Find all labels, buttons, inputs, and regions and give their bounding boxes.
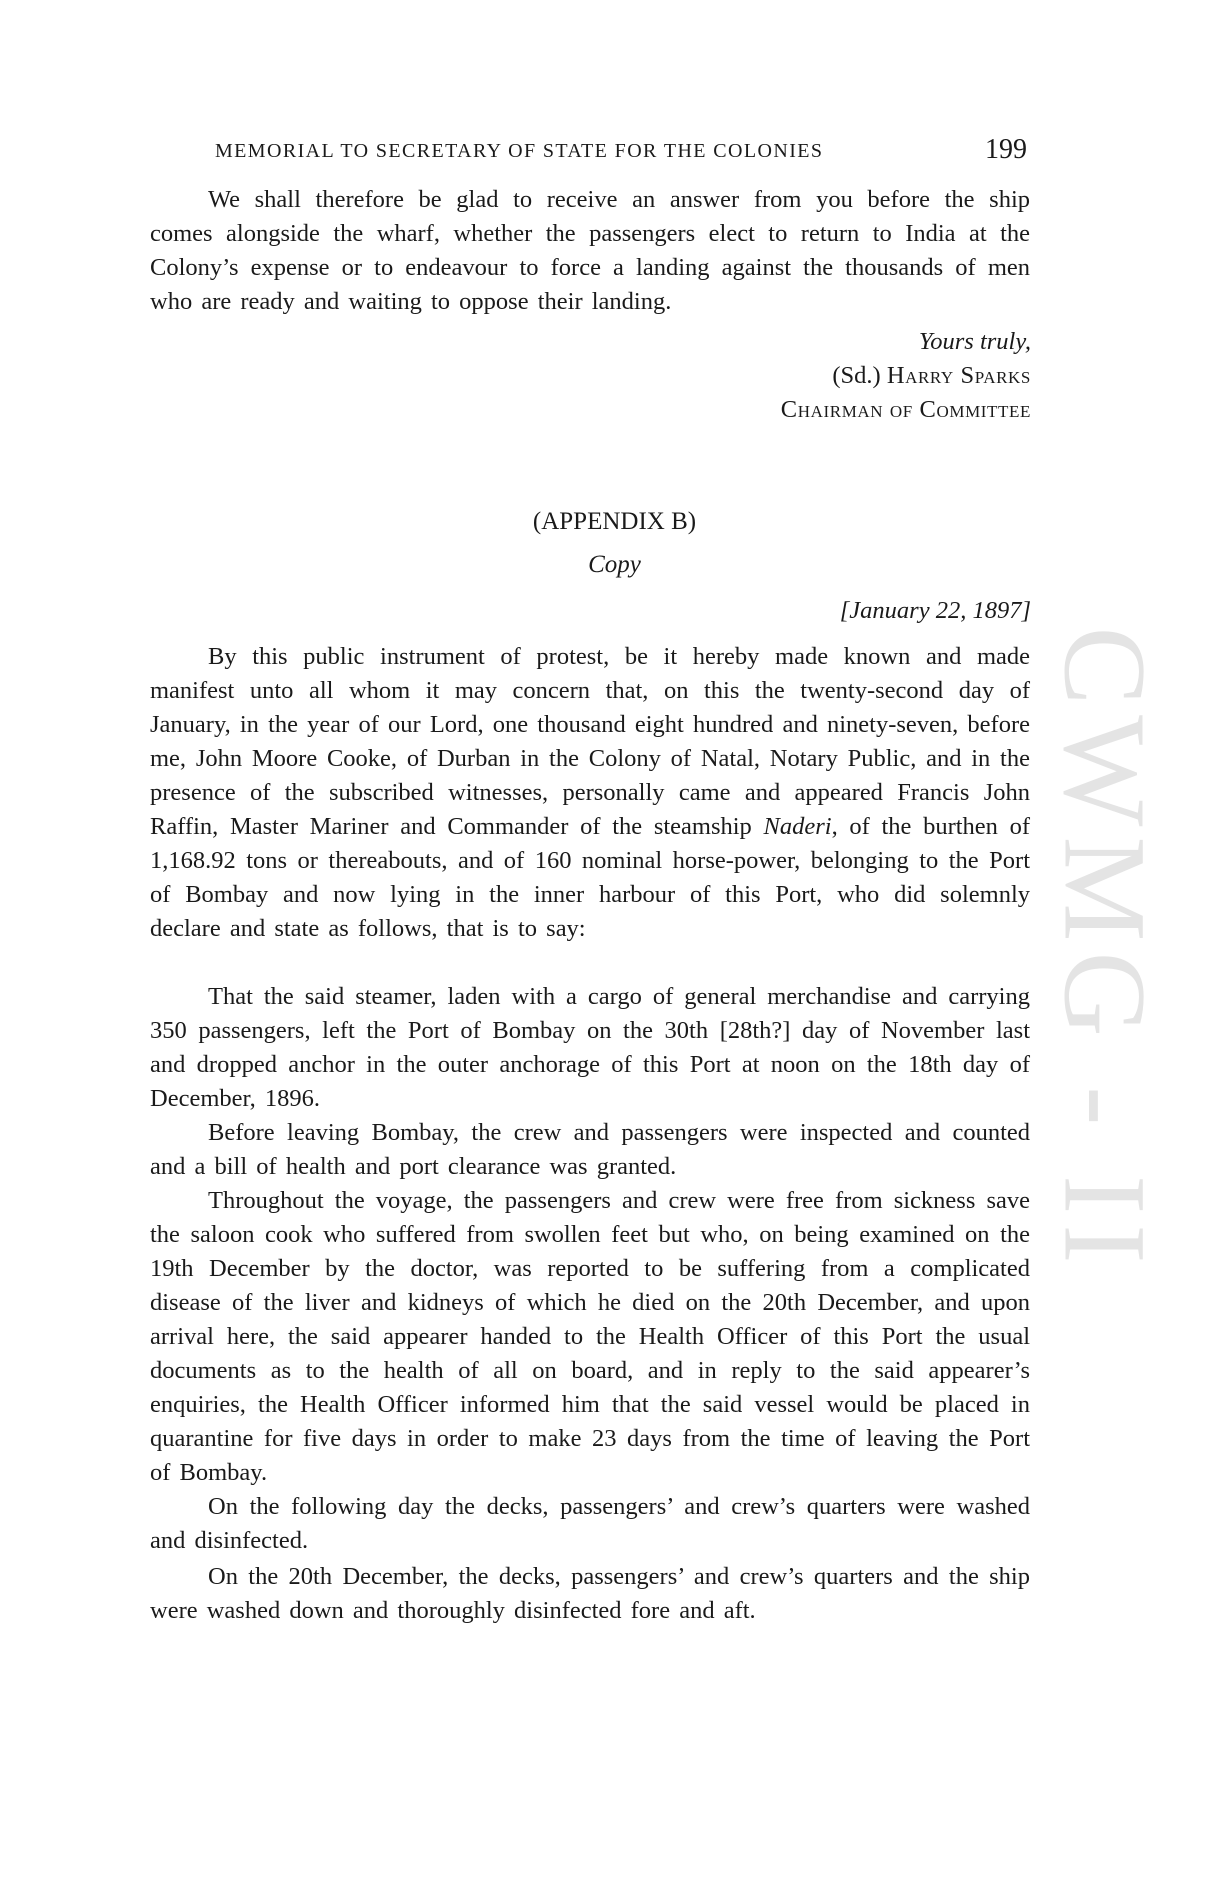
document-date: [January 22, 1897] (839, 597, 1031, 624)
running-title: MEMORIAL TO SECRETARY OF STATE FOR THE COLONIES (215, 140, 824, 162)
copy-label: Copy (588, 551, 641, 578)
body-paragraph-text: By this public instrument of protest, be it hereby made known and made manifest unto all whom it may concern that, on this the twenty-second day of January, in the year of our Lord, one thousand eight hundred and ninety-seven, before me, John Moore Cooke, of Durban in the Colony of Natal, Notary Public, and in the presence of the subscribed witnesses, personally came and appeared Francis John Raffin, Master Mariner and Commander of the steamship Naderi, of the burthen of 1,168.92 tons or thereabouts, and of 160 nominal horse-power, belonging to the Port of Bombay and now lying in the inner harbour of this Port, who did solemnly declare and state as follows, that is to say: (150, 643, 1031, 942)
protest-paragraph-6 (150, 1560, 1030, 1628)
body-paragraph: Throughout the voyage, the passengers and crew were free from sickness save the saloon cook who suffered from swollen feet but who, on being examined on the 19th December by the doctor, was reported to be suffering from a complicated disease of the liver and kidneys of which he died on the 20th December, and upon arrival here, the said appearer handed to the Health Officer of this Port the usual documents as to the health of all on board, and in reply to the said appearer’s enquiries, the Health Officer informed him that the said vessel would be placed in quarantine for five days in order to make 23 days from the time of leaving the Port of Bombay. (150, 1187, 1030, 1486)
body-paragraph (150, 640, 1030, 946)
running-header (215, 134, 1027, 168)
body-paragraph: On the 20th December, the decks, passengers’ and crew’s quarters and the ship were washed down and thoroughly disinfected fore and aft. (150, 1563, 1030, 1624)
letter-paragraph: We shall therefore be glad to receive an answer from you before the ship comes alongside the wharf, whether the passengers elect to return to India at the Colony’s expense or to endeavour to force a landing against the thousands of men who are ready and waiting to oppose their landing. (150, 186, 1030, 315)
letter-signature-line (832, 359, 1031, 393)
watermark (1030, 560, 1180, 1340)
protest-paragraph-4 (150, 1184, 1030, 1490)
letter-closing-paragraph-block (150, 183, 1030, 319)
appendix-heading: (APPENDIX B) (532, 508, 697, 535)
body-paragraph: On the following day the decks, passengers’ and crew’s quarters were washed and disinfected. (150, 1493, 1030, 1554)
protest-paragraph-1 (150, 640, 1030, 946)
protest-paragraph-2 (150, 980, 1030, 1116)
ship-name: Naderi (763, 813, 832, 840)
page-number: 199 (985, 134, 1027, 165)
protest-paragraph-3 (150, 1116, 1030, 1184)
watermark-text: CWMG - II (1040, 626, 1172, 1274)
letter-closing: Yours truly, (918, 328, 1031, 355)
signatory-title: Chairman of Committee (780, 396, 1031, 423)
protest-paragraph-5 (150, 1490, 1030, 1558)
signatory-name: Harry Sparks (886, 362, 1031, 389)
body-paragraph: That the said steamer, laden with a cargo of general merchandise and carrying 350 passengers, left the Port of Bombay on the 30th [28th?] day of November last and dropped anchor in the outer anchorage of this Port at noon on the 18th day of December, 1896. (150, 983, 1030, 1112)
body-paragraph: Before leaving Bombay, the crew and passengers were inspected and counted and a bill of health and port clearance was granted. (150, 1119, 1030, 1180)
signed-prefix: (Sd.) (832, 362, 881, 389)
